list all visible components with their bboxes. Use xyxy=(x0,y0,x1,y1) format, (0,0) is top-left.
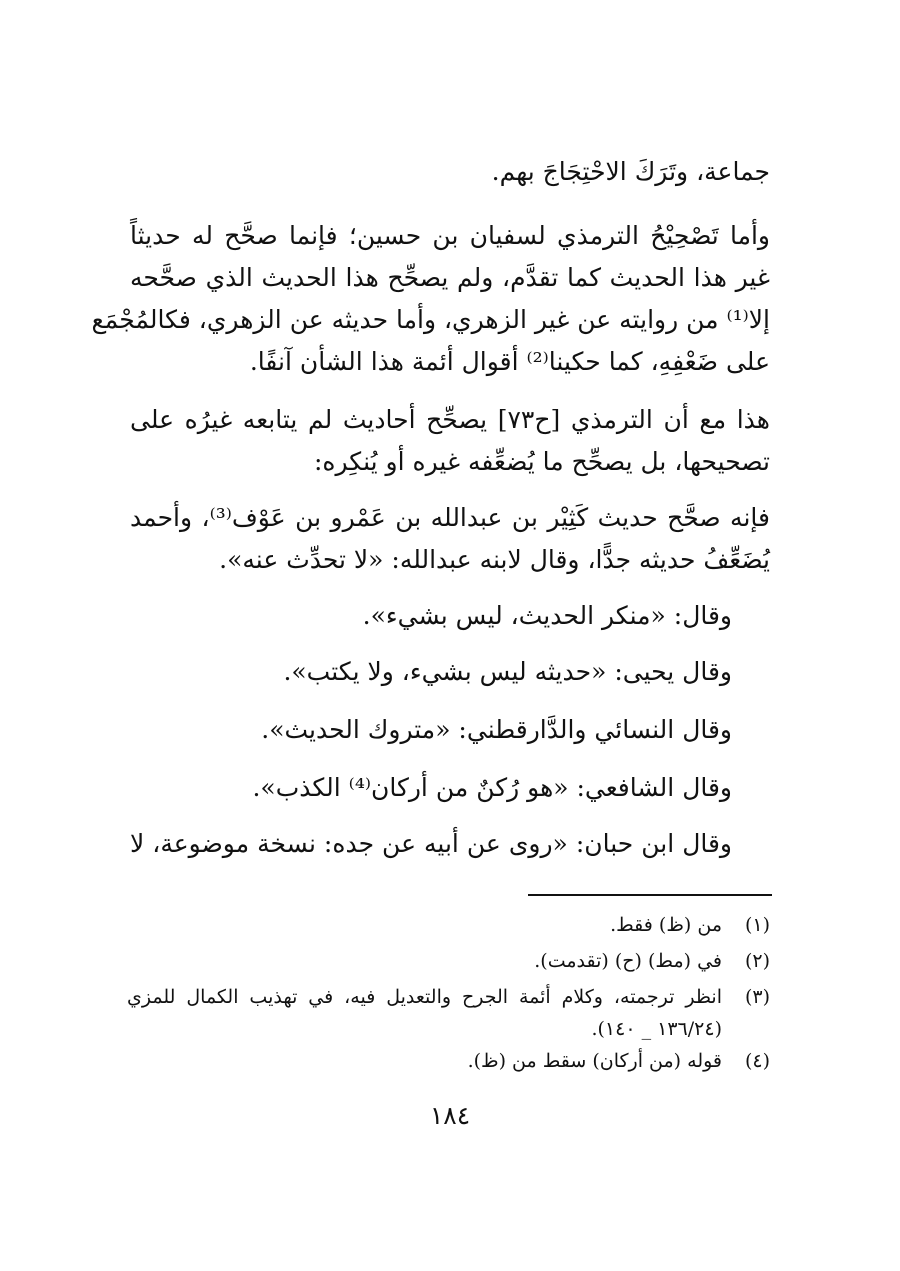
footnote-2-number: (٢) xyxy=(744,950,770,972)
paragraph-2-line-3: إلا⁽¹⁾ من روايته عن غير الزهري، وأما حديثه عن الزهري، فكالمُجْمَع xyxy=(91,305,770,334)
page-number: ١٨٤ xyxy=(429,1101,471,1130)
quote-line-4: وقال الشافعي: «هو رُكنٌ من أركان⁽⁴⁾ الكذب». xyxy=(252,773,732,802)
quote-line-5: وقال ابن حبان: «روى عن أبيه عن جده: نسخة موضوعة، لا xyxy=(130,829,732,858)
footnote-2 xyxy=(0,946,900,976)
paragraph-3-line-1: هذا مع أن الترمذي [ح٧٣] يصحِّح أحاديث لم يتابعه غيرُه على xyxy=(130,405,770,434)
paragraph-4-line-1: فإنه صحَّح حديث كَثِيْر بن عبدالله بن عَمْرو بن عَوْف⁽³⁾، وأحمد xyxy=(130,503,770,532)
quote-line-1: وقال: «منكر الحديث، ليس بشيء». xyxy=(362,601,732,630)
footnote-3-text-line-1: انظر ترجمته، وكلام أئمة الجرح والتعديل فيه، في تهذيب الكمال للمزي xyxy=(127,986,722,1008)
footnote-1-text: من (ظ) فقط. xyxy=(610,914,722,936)
footnote-4-number: (٤) xyxy=(744,1050,770,1072)
paragraph-2-line-1: وأما تَصْحِيْحُ الترمذي لسفيان بن حسين؛ فإنما صحَّح له حديثاً xyxy=(130,221,771,250)
footnote-separator xyxy=(528,894,772,896)
footnote-1 xyxy=(0,910,900,940)
footnote-3 xyxy=(0,982,900,1012)
footnote-3-text-line-2: (١٣٦/٢٤ _ ١٤٠). xyxy=(591,1018,722,1040)
paragraph-2-line-2: غير هذا الحديث كما تقدَّم، ولم يصحِّح هذا الحديث الذي صحَّحه xyxy=(130,263,770,292)
paragraph-4-line-2: يُضَعِّفُ حديثه جدًّا، وقال لابنه عبدالله: «لا تحدِّث عنه». xyxy=(219,545,770,574)
footnote-1-number: (١) xyxy=(744,914,770,936)
footnote-3-continuation xyxy=(0,1014,900,1044)
footnote-3-number: (٣) xyxy=(744,986,770,1008)
quote-line-2: وقال يحيى: «حديثه ليس بشيء، ولا يكتب». xyxy=(283,657,732,686)
paragraph-3-line-2: تصحيحها، بل يصحِّح ما يُضعِّفه غيره أو يُنكِره: xyxy=(313,447,770,476)
paragraph-2-line-4: على ضَعْفِهِ، كما حكينا⁽²⁾ أقوال أئمة هذا الشأن آنفًا. xyxy=(249,347,770,376)
quote-line-3: وقال النسائي والدَّارقطني: «متروك الحديث». xyxy=(261,715,732,744)
footnote-2-text: في (مط) (ح) (تقدمت). xyxy=(534,950,722,972)
paragraph-1-line-1: جماعة، وتَرَكَ الاحْتِجَاجَ بهم. xyxy=(491,157,770,186)
footnote-4-text: قوله (من أركان) سقط من (ظ). xyxy=(467,1050,722,1072)
footnote-4 xyxy=(0,1046,900,1076)
